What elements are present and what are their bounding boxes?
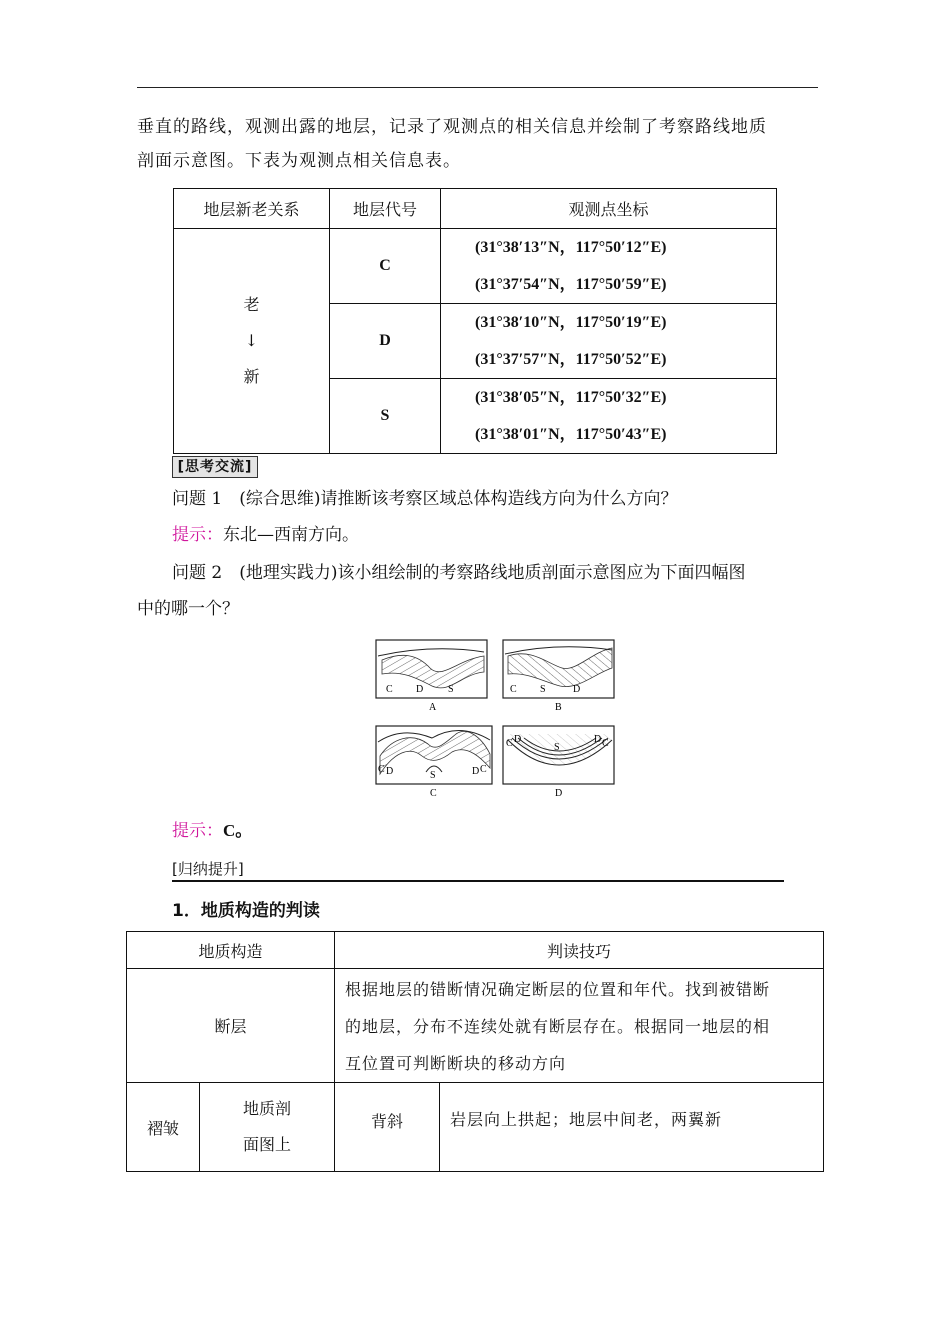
- stratum-label: S: [540, 684, 546, 695]
- coords-cell: [441, 304, 777, 379]
- hint-label: 提示：: [172, 821, 223, 841]
- coord: (31°37′54″N，117°50′59″E): [475, 276, 667, 293]
- stratum-label: D: [514, 734, 522, 745]
- answer-2: [172, 819, 252, 843]
- answer-2-text: C。: [223, 821, 253, 840]
- question-1: 问题 1 (综合思维)请推断该考察区域总体构造线方向为什么方向？: [172, 489, 678, 509]
- fault-line: 互位置可判断断块的移动方向: [345, 1054, 567, 1073]
- observation-table: [173, 188, 777, 454]
- stratum-label: D: [416, 684, 424, 695]
- stratum-code: D: [330, 304, 441, 379]
- stratum-label: S: [430, 770, 436, 781]
- stratum-label: C: [480, 764, 487, 775]
- coord: (31°38′01″N，117°50′43″E): [475, 426, 667, 443]
- header-structure: 地质构造: [127, 932, 335, 969]
- question-2-line-2: 中的哪一个？: [137, 599, 239, 619]
- age-cell: [174, 229, 330, 454]
- stratum-label: C: [378, 764, 385, 775]
- stratum-code: S: [330, 379, 441, 454]
- panel-d: [503, 726, 614, 799]
- fold-sub-line: 面图上: [242, 1135, 291, 1154]
- anticline-text: 岩层向上拱起；地层中间老，两翼新: [440, 1083, 824, 1172]
- answer-1-text: 东北—西南方向。: [223, 525, 359, 545]
- panel-label: B: [555, 702, 562, 713]
- header-code: 地层代号: [330, 189, 441, 229]
- stratum-label: C: [510, 684, 517, 695]
- fault-label: 断层: [127, 969, 335, 1083]
- answer-1: [172, 523, 359, 547]
- age-new: 新: [243, 367, 260, 386]
- stratum-label: S: [554, 742, 560, 753]
- stratum-label: C: [386, 684, 393, 695]
- panel-label: A: [429, 702, 437, 713]
- fold-label: 褶皱: [127, 1083, 200, 1172]
- age-old: 老: [243, 295, 260, 314]
- structure-table: [126, 931, 824, 1172]
- fault-line: 根据地层的错断情况确定断层的位置和年代。找到被错断: [345, 980, 771, 999]
- panel-label: C: [430, 788, 437, 799]
- stratum-label: D: [386, 766, 394, 777]
- coord: (31°38′13″N，117°50′12″E): [475, 239, 667, 256]
- stratum-label: S: [448, 684, 454, 695]
- coords-cell: [441, 229, 777, 304]
- fold-sub: [200, 1083, 335, 1172]
- stratum-label: D: [472, 766, 480, 777]
- stratum-code: C: [330, 229, 441, 304]
- stratum-label: D: [573, 684, 581, 695]
- coord: (31°38′05″N，117°50′32″E): [475, 389, 667, 406]
- fold-sub-line: 地质剖: [242, 1099, 291, 1118]
- intro-line-1: 垂直的路线，观测出露的地层，记录了观测点的相关信息并绘制了考察路线地质: [137, 117, 767, 137]
- section-title: 1．地质构造的判读: [172, 901, 320, 921]
- fault-line: 的地层，分布不连续处就有断层存在。根据同一地层的相: [345, 1017, 771, 1036]
- stratum-label: C: [506, 738, 513, 749]
- header-rule: [137, 87, 818, 88]
- intro-line-2: 剖面示意图。下表为观测点相关信息表。: [137, 151, 461, 171]
- geologic-profile-figure: [372, 634, 618, 810]
- coords-cell: [441, 379, 777, 454]
- panel-label: D: [555, 788, 563, 799]
- fault-text: [335, 969, 824, 1083]
- age-arrow: ↓: [244, 331, 259, 350]
- panel-b: [503, 640, 614, 713]
- hint-label: 提示：: [172, 525, 223, 545]
- panel-c: [376, 726, 492, 799]
- summary-header: [归纳提升]: [172, 858, 784, 882]
- coord: (31°37′57″N，117°50′52″E): [475, 351, 667, 368]
- header-technique: 判读技巧: [335, 932, 824, 969]
- coord: (31°38′10″N，117°50′19″E): [475, 314, 667, 331]
- question-2-line-1: 问题 2 (地理实践力)该小组绘制的考察路线地质剖面示意图应为下面四幅图: [172, 563, 746, 583]
- stratum-label: C: [602, 738, 609, 749]
- stratum-label: D: [594, 734, 602, 745]
- header-age: 地层新老关系: [174, 189, 330, 229]
- header-coords: 观测点坐标: [441, 189, 777, 229]
- panel-a: [376, 640, 487, 713]
- anticline-label: 背斜: [335, 1083, 440, 1172]
- discussion-badge: [思考交流]: [172, 456, 258, 478]
